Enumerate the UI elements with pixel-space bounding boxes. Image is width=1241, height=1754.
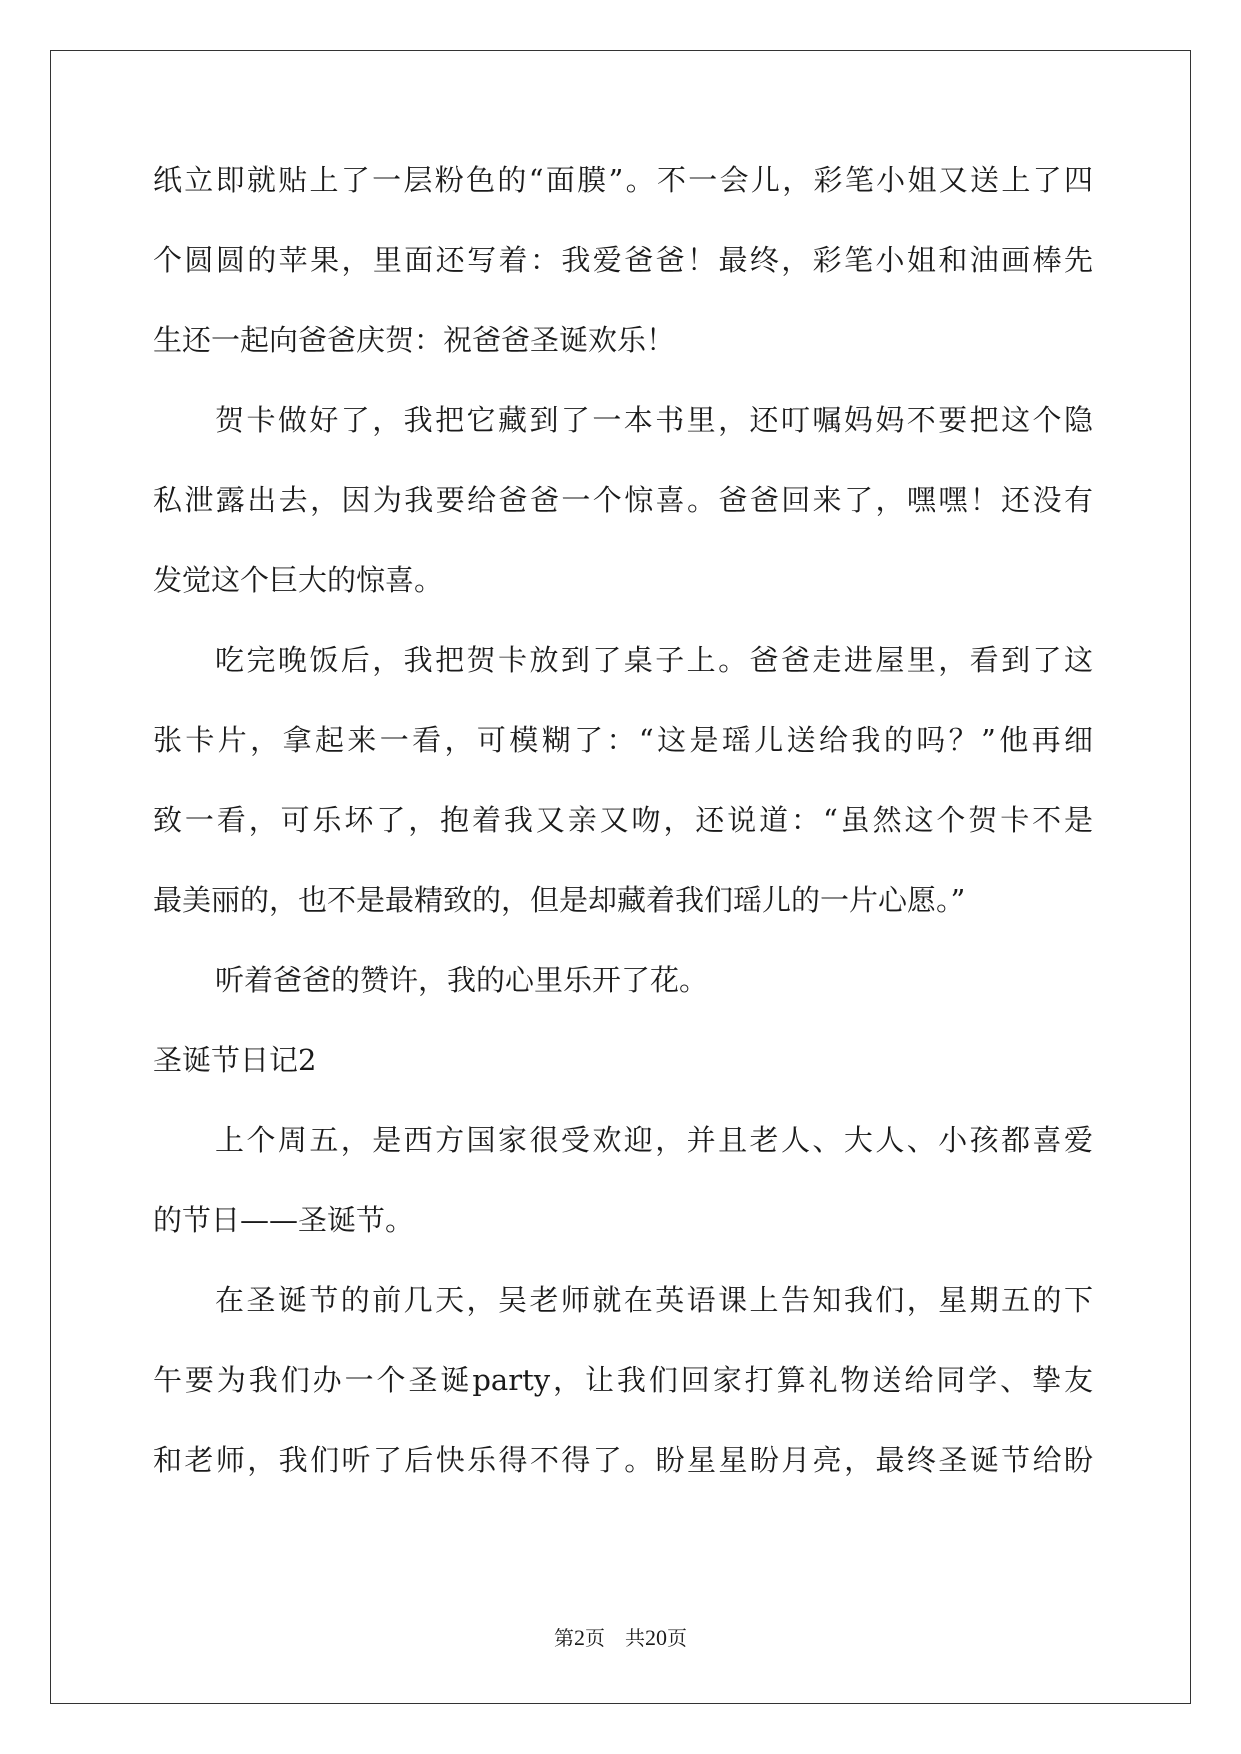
text-line: 和老师，我们听了后快乐得不得了。盼星星盼月亮，最终圣诞节给盼 — [153, 1443, 1093, 1477]
paragraph-first-line: 贺卡做好了，我把它藏到了一本书里，还叮嘱妈妈不要把这个隐 — [215, 403, 1093, 437]
page-suffix: 页 — [585, 1626, 605, 1650]
text-line: 个圆圆的苹果，里面还写着：我爱爸爸！最终，彩笔小姐和油画棒先 — [153, 243, 1093, 277]
text-line: 纸立即就贴上了一层粉色的“面膜”。不一会儿，彩笔小姐又送上了四 — [153, 163, 1093, 197]
text-line: 私泄露出去，因为我要给爸爸一个惊喜。爸爸回来了，嘿嘿！还没有 — [153, 483, 1093, 517]
paragraph-first-line: 听着爸爸的赞许，我的心里乐开了花。 — [215, 963, 709, 997]
page-prefix: 第 — [554, 1626, 574, 1650]
text-line: 最美丽的，也不是最精致的，但是却藏着我们瑶儿的一片心愿。” — [153, 883, 966, 917]
page-number: 2 — [574, 1625, 585, 1650]
text-line: 午要为我们办一个圣诞party，让我们回家打算礼物送给同学、挚友 — [153, 1363, 1093, 1397]
paragraph-first-line: 在圣诞节的前几天，吴老师就在英语课上告知我们，星期五的下 — [215, 1283, 1093, 1317]
text-line: 的节日——圣诞节。 — [153, 1203, 415, 1237]
text-line: 生还一起向爸爸庆贺：祝爸爸圣诞欢乐！ — [153, 323, 676, 357]
text-line: 发觉这个巨大的惊喜。 — [153, 563, 444, 597]
section-heading: 圣诞节日记2 — [153, 1043, 317, 1077]
text-line: 张卡片，拿起来一看，可模糊了：“这是瑶儿送给我的吗？”他再细 — [153, 723, 1093, 757]
total-suffix: 页 — [667, 1626, 687, 1650]
total-prefix: 共 — [625, 1626, 645, 1650]
document-body — [153, 160, 1093, 1520]
total-pages: 20 — [645, 1625, 667, 1650]
page-footer — [0, 1626, 1241, 1650]
text-line: 致一看，可乐坏了，抱着我又亲又吻，还说道：“虽然这个贺卡不是 — [153, 803, 1093, 837]
paragraph-first-line: 吃完晚饭后，我把贺卡放到了桌子上。爸爸走进屋里，看到了这 — [215, 643, 1093, 677]
paragraph-first-line: 上个周五，是西方国家很受欢迎，并且老人、大人、小孩都喜爱 — [215, 1123, 1093, 1157]
